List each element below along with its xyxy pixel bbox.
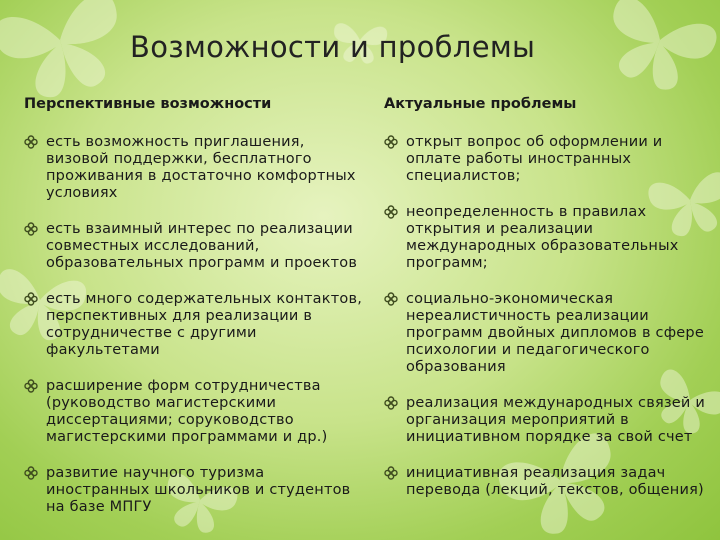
list-item	[382, 465, 712, 499]
list-item	[22, 291, 362, 359]
butterfly-icon	[0, 0, 134, 108]
list-item	[382, 291, 712, 376]
problems-column	[382, 96, 712, 518]
list-item-text: есть много содержательных контактов, перспективных для реализации в сотрудничестве с другими факультетами	[46, 291, 362, 358]
flower-bullet-icon	[384, 135, 398, 149]
flower-bullet-icon	[24, 466, 38, 480]
list-item-text: развитие научного туризма иностранных школьников и студентов на базе МПГУ	[46, 465, 351, 515]
slide-title: Возможности и проблемы	[130, 30, 536, 64]
list-item-text: открыт вопрос об оформлении и оплате работы иностранных специалистов;	[406, 134, 663, 184]
list-item-text: инициативная реализация задач перевода (лекций, текстов, общения)	[406, 465, 704, 498]
list-item-text: есть возможность приглашения, визовой поддержки, бесплатного проживания в достаточно комфортных условиях	[46, 134, 356, 201]
list-item-text: расширение форм сотрудничества (руководство магистерскими диссертациями; соруководство магистерскими программами и др.)	[46, 378, 328, 445]
list-item	[382, 204, 712, 272]
list-item	[382, 395, 712, 446]
flower-bullet-icon	[24, 379, 38, 393]
list-item-text: реализация международных связей и организация мероприятий в инициативном порядке за свой счет	[406, 395, 705, 445]
opportunities-list	[22, 134, 362, 516]
list-item-text: неопределенность в правилах открытия и реализации международных образовательных программ;	[406, 204, 679, 271]
list-item	[22, 378, 362, 446]
flower-bullet-icon	[24, 135, 38, 149]
flower-bullet-icon	[384, 396, 398, 410]
opportunities-column	[22, 96, 362, 535]
list-item	[22, 221, 362, 272]
list-item-text: есть взаимный интерес по реализации совместных исследований, образовательных программ и проектов	[46, 221, 358, 271]
problems-list	[382, 134, 712, 499]
opportunities-heading: Перспективные возможности	[24, 96, 272, 112]
flower-bullet-icon	[384, 205, 398, 219]
flower-bullet-icon	[24, 222, 38, 236]
problems-heading: Актуальные проблемы	[384, 96, 577, 112]
list-item-text: социально-экономическая нереалистичность реализации программ двойных дипломов в сфере психологии и педагогического образования	[406, 291, 704, 375]
flower-bullet-icon	[24, 292, 38, 306]
list-item	[22, 134, 362, 202]
list-item	[382, 134, 712, 185]
list-item	[22, 465, 362, 516]
flower-bullet-icon	[384, 292, 398, 306]
flower-bullet-icon	[384, 466, 398, 480]
